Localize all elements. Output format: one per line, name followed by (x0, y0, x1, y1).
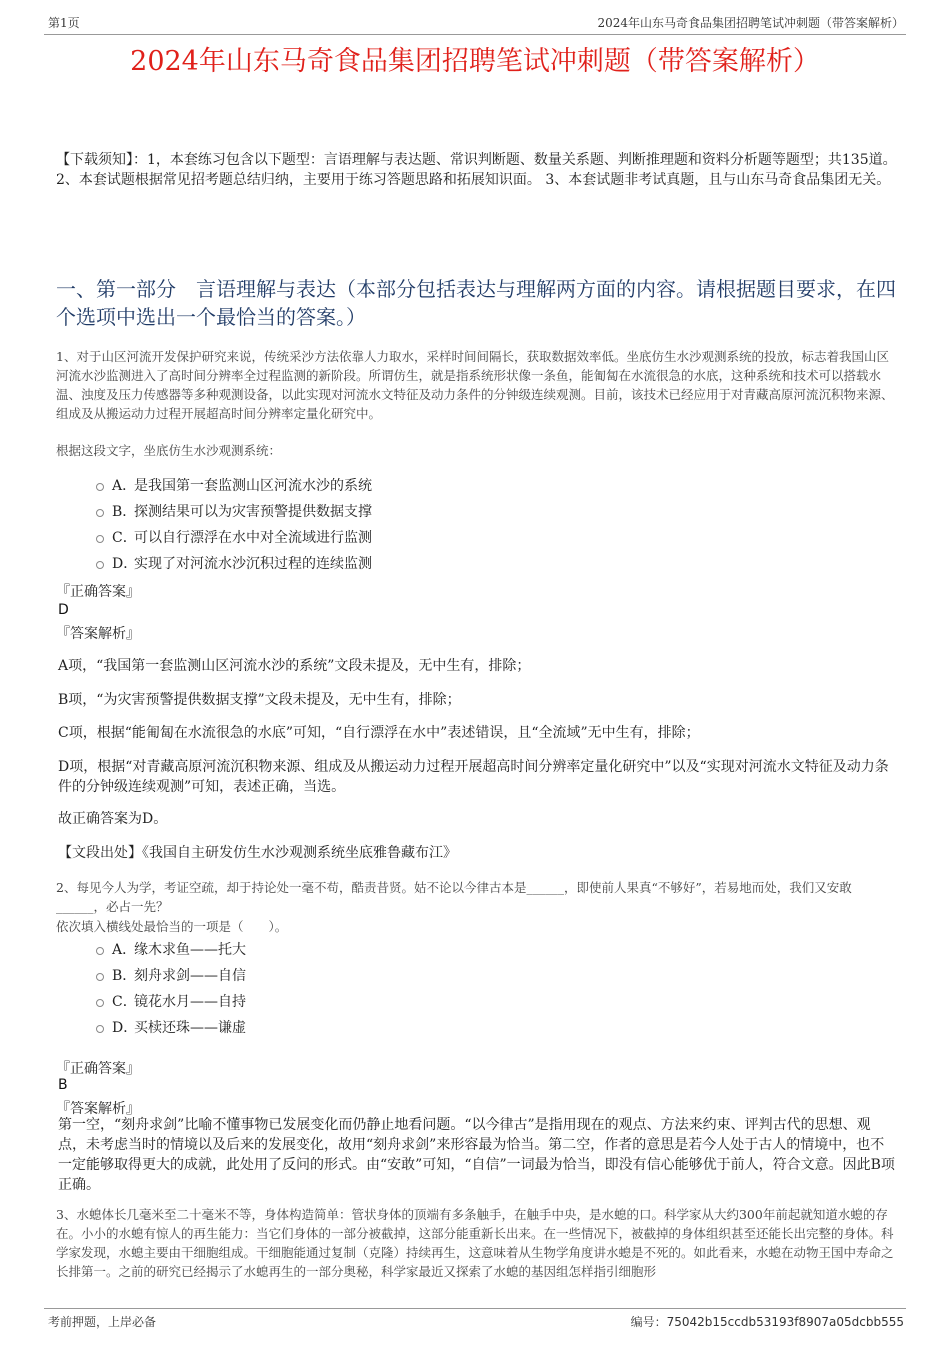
q1-option-d[interactable]: D．实现了对河流水沙沉积过程的连续监测 (96, 553, 372, 575)
radio-icon[interactable] (96, 947, 104, 955)
radio-icon[interactable] (96, 973, 104, 981)
q2-option-d[interactable]: D．买椟还珠——谦虚 (96, 1017, 246, 1039)
q1-option-b[interactable]: B．探测结果可以为灾害预警提供数据支撑 (96, 501, 372, 523)
q1-answer-value: D (58, 602, 69, 618)
header-divider (44, 34, 906, 35)
page-title: 2024年山东马奇食品集团招聘笔试冲刺题（带答案解析） (130, 46, 820, 77)
q2-analysis-heading: 『答案解析』 (56, 1101, 140, 1117)
question-3-text: 3、水螅体长几毫米至二十毫米不等，身体构造简单：管状身体的顶端有多条触手，在触手中央，是水螅的口。科学家从大约300年前起就知道水螅的存在。小小的水螅有惊人的再生能力：当它们身体的一部分被截掉，这部分能重新长出来。在一些情况下，被截掉的身体组织甚至还能长出完整的身体。科学家发现，水螅主要由干细胞组成。干细胞能通过复制（克隆）持续再生，这意味着从生物学角度讲水螅是不死的。如此看来，水螅在动物王国中寿命之长排第一。之前的研究已经揭示了水螅再生的一部分奥秘，科学家最近又探索了水螅的基因组怎样指引细胞形 (56, 1207, 894, 1279)
q1-source: 【文段出处】《我国自主研发仿生水沙观测系统坐底雅鲁藏布江》 (58, 845, 457, 861)
q1-conclusion: 故正确答案为D。 (58, 811, 168, 827)
q2-option-b[interactable]: B．刻舟求剑——自信 (96, 965, 246, 987)
radio-icon[interactable] (96, 535, 104, 543)
radio-icon[interactable] (96, 561, 104, 569)
q1-analysis-heading: 『答案解析』 (56, 626, 140, 642)
radio-icon[interactable] (96, 1025, 104, 1033)
page-number: 第1页 (48, 16, 80, 30)
section-heading: 一、第一部分 言语理解与表达（本部分包括表达与理解两方面的内容。请根据题目要求，在四个选项中选出一个最恰当的答案。） (56, 277, 896, 329)
footer-code: 编号：75042b15ccdb53193f8907a05dcbb555 (630, 1315, 904, 1329)
header-doc-title: 2024年山东马奇食品集团招聘笔试冲刺题（带答案解析） (597, 16, 904, 30)
q2-answer-heading: 『正确答案』 (56, 1061, 140, 1077)
q2-option-a[interactable]: A．缘木求鱼——托大 (96, 939, 246, 961)
radio-icon[interactable] (96, 509, 104, 517)
q2-answer-value: B (58, 1077, 68, 1093)
q1-analysis-d: D项，根据“对青藏高原河流沉积物来源、组成及从搬运动力过程开展超高时间分辨率定量化研究中”以及“实现对河流水文特征及动力条件的分钟级连续观测”可知，表述正确，当选。 (58, 759, 889, 795)
radio-icon[interactable] (96, 483, 104, 491)
question-2-prompt: 依次填入横线处最恰当的一项是（ ）。 (56, 919, 288, 934)
q1-analysis-c: C项，根据“能匍匐在水流很急的水底”可知，“自行漂浮在水中”表述错误，且“全流域”无中生有，排除； (58, 725, 700, 741)
footer-divider (44, 1308, 906, 1309)
q1-option-a[interactable]: A．是我国第一套监测山区河流水沙的系统 (96, 475, 372, 497)
q1-answer-heading: 『正确答案』 (56, 584, 140, 600)
q1-analysis-b: B项，“为灾害预警提供数据支撑”文段未提及，无中生有，排除； (58, 692, 461, 708)
question-1-prompt: 根据这段文字，坐底仿生水沙观测系统： (56, 443, 282, 458)
radio-icon[interactable] (96, 999, 104, 1007)
download-notice: 【下载须知】：1，本套练习包含以下题型：言语理解与表达题、常识判断题、数量关系题、判断推理题和资料分析题等题型；共135道。 2、本套试题根据常见招考题总结归纳，主要用于练习答题思路和拓展知识面。 3、本套试题非考试真题，且与山东马奇食品集团无关。 (56, 152, 897, 188)
q2-analysis: 第一空，“刻舟求剑”比喻不懂事物已发展变化而仍静止地看问题。“以今律古”是指用现在的观点、方法来约束、评判古代的思想、观点，未考虑当时的情境以及后来的发展变化，故用“刻舟求剑”来形容最为恰当。第二空，作者的意思是若今人处于古人的情境中，也不一定能够取得更大的成就，此处用了反问的形式。由“安敢”可知，“自信”一词最为恰当，即没有信心能够优于前人，符合文意。因此B项正确。 (58, 1117, 895, 1193)
question-2-text: 2、每见今人为学，考证空疏，却于持论处一毫不苟，酷责昔贤。姑不论以今律古本是______，即使前人果真“不够好”，若易地而处，我们又安敢______，必占一先？ (56, 880, 852, 914)
question-1-text: 1、对于山区河流开发保护研究来说，传统采沙方法依靠人力取水，采样时间间隔长，获取数据效率低。坐底仿生水沙观测系统的投放，标志着我国山区河流水沙监测进入了高时间分辨率全过程监测的新阶段。所谓仿生，就是指系统形状像一条鱼，能匍匐在水流很急的水底，这种系统和技术可以搭载水温、浊度及压力传感器等多种观测设备，以此实现对河流水文特征及动力条件的分钟级连续观测。目前，该技术已经应用于对青藏高原河流沉积物来源、组成及从搬运动力过程开展超高时间分辨率定量化研究中。 (56, 349, 894, 421)
q2-option-c[interactable]: C．镜花水月——自持 (96, 991, 246, 1013)
q1-option-c[interactable]: C．可以自行漂浮在水中对全流域进行监测 (96, 527, 372, 549)
q1-analysis-a: A项，“我国第一套监测山区河流水沙的系统”文段未提及，无中生有，排除； (58, 658, 531, 674)
footer-slogan: 考前押题，上岸必备 (48, 1315, 157, 1329)
